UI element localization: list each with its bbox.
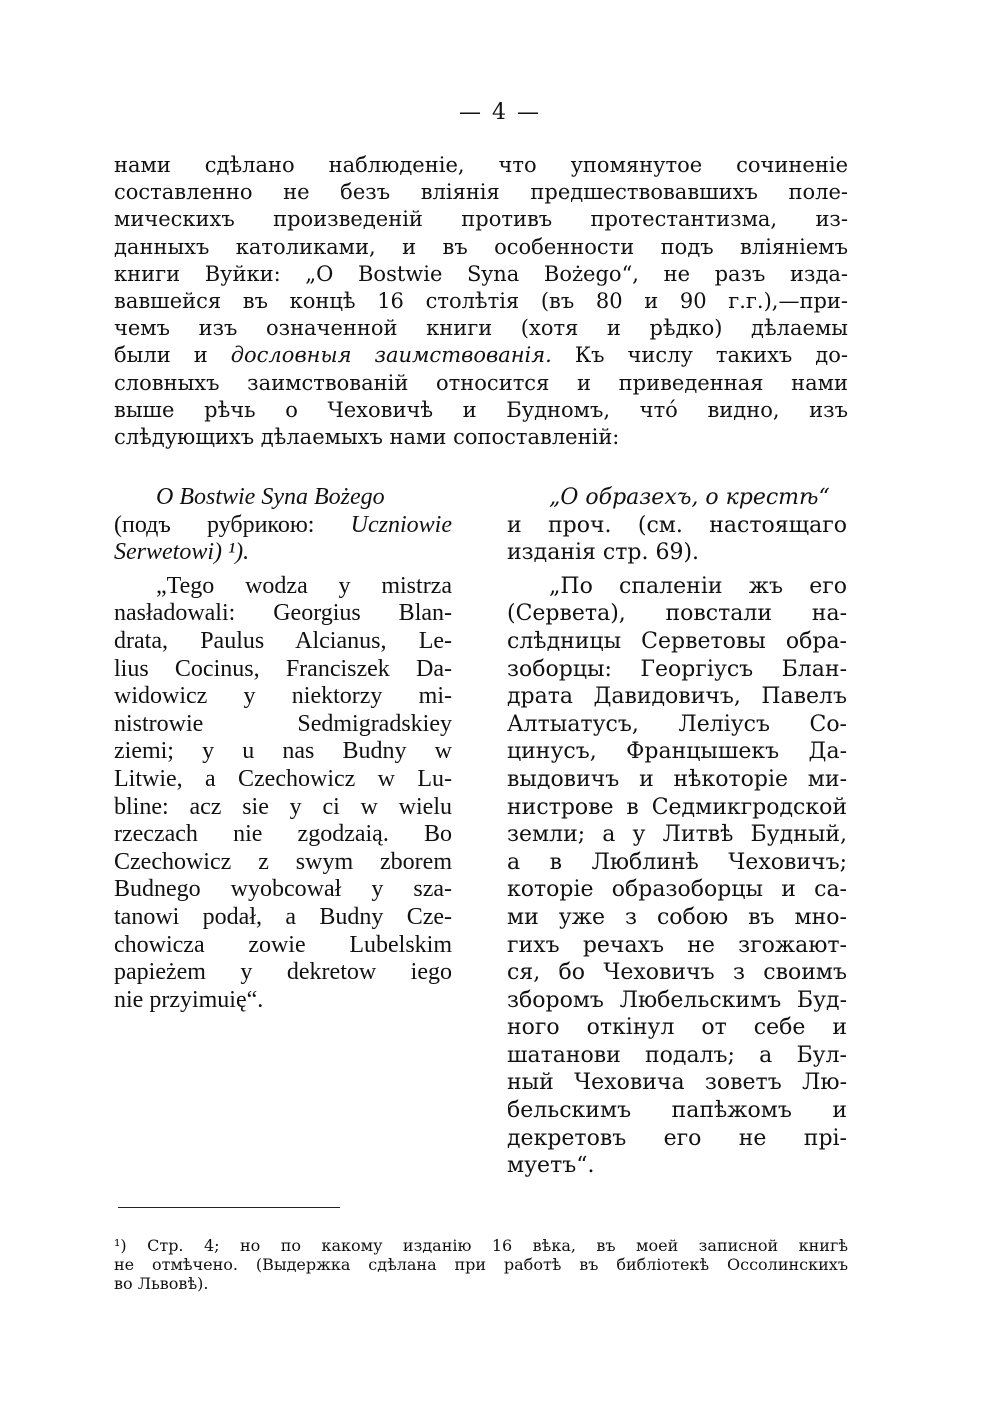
intro-line: слѣдующихъ дѣлаемыхъ нами сопоставленій:	[114, 425, 620, 450]
left-title	[114, 484, 452, 512]
intro-italic-phrase: дословныя заимствованія.	[230, 343, 552, 368]
left-line: tanowi podał, a Budny Cze-	[114, 903, 452, 930]
page-number: — 4 —	[459, 100, 541, 125]
intro-paragraph	[114, 152, 848, 451]
left-line: widowicz y niektorzy mi-	[114, 683, 452, 710]
intro-line: книги Вуйки: „O Bostwie Syna Bożego“, не разъ изда-	[114, 261, 848, 286]
intro-line: нами сдѣлано наблюденіе, что упомянутое сочиненіе	[114, 153, 848, 177]
right-line: зборомъ Любельскимъ Буд-	[507, 987, 847, 1013]
footnote-line: ¹) Стр. 4; но по какому изданію 16 вѣка, въ моей записной книгѣ	[114, 1236, 848, 1255]
left-line: bline: acz sie y ci w wielu	[114, 793, 452, 820]
right-line: выдовичъ и нѣкоторіе ми-	[507, 766, 847, 792]
right-line: декретовъ его не прі-	[507, 1125, 847, 1151]
right-ref-line: изданія стр. 69).	[507, 540, 700, 566]
intro-line	[114, 342, 848, 369]
right-line: Алтыатусъ, Леліусъ Со-	[507, 711, 847, 737]
right-line: а в Люблинѣ Чеховичъ;	[507, 849, 847, 875]
intro-line-rest: Къ числу такихъ до-	[551, 343, 848, 368]
left-line: nasładowali: Georgius Blan-	[114, 600, 452, 627]
right-line: нистрове в Седмикгродской	[507, 794, 847, 820]
left-line: Czechowicz z swym zborem	[114, 848, 452, 875]
footnote	[114, 1236, 848, 1293]
right-line: бельскимъ папѣжомъ и	[507, 1098, 847, 1124]
left-rubric-prefix: (подъ рубрикою:	[114, 511, 351, 538]
right-line: „По спаленіи жъ его	[549, 573, 847, 599]
footnote-line: не отмѣчено. (Выдержка сдѣлана при работѣ въ библіотекѣ Оссолинскихъ	[114, 1255, 848, 1274]
left-rubric-line2-text: Serwetowi) ¹).	[114, 539, 250, 566]
left-title-text: O Bostwie Syna Bożego	[156, 484, 385, 510]
left-line: Litwie, a Czechowicz w Lu-	[114, 765, 452, 792]
right-line: цинусъ, Францышекъ Да-	[507, 739, 847, 765]
right-line: муетъ“.	[507, 1153, 595, 1179]
intro-line: вавшейся въ концѣ 16 столѣтія (въ 80 и 90 г.г.),—при-	[114, 289, 848, 314]
left-line: nistrowie Sedmigradskiey	[114, 710, 452, 737]
right-column-russian	[507, 484, 847, 1180]
left-line: ziemi; y u nas Budny w	[114, 738, 452, 765]
intro-line: данныхъ католиками, и въ особенности подъ вліяніемъ	[114, 234, 848, 259]
right-line: ный Чеховича зоветъ Лю-	[507, 1070, 847, 1096]
right-line: ного откінул от себе и	[507, 1015, 847, 1041]
right-line: зоборцы: Георгіусъ Блан-	[507, 656, 847, 682]
left-rubric	[114, 512, 452, 540]
left-column-polish	[114, 484, 452, 1014]
left-rubric-line2	[114, 539, 452, 567]
intro-line: выше рѣчь о Чеховичѣ и Будномъ, что́ видно, изъ	[114, 397, 848, 422]
right-title	[507, 484, 847, 512]
right-line: драта Давидовичъ, Павелъ	[507, 684, 847, 710]
left-line: chowicza zowie Lubelskim	[114, 931, 452, 958]
right-title-text: „О образехъ, о крестѣ“	[549, 485, 830, 510]
left-rubric-italic: Uczniowie	[350, 511, 452, 538]
intro-line: словныхъ заимствованій относится и приведенная нами	[114, 370, 848, 395]
right-ref-line: и проч. (см. настоящаго	[507, 512, 847, 538]
right-line: слѣдницы Серветовы обра-	[507, 628, 847, 654]
left-line: Budnego wyobcował y sza-	[114, 876, 452, 903]
footnote-line: во Львовѣ).	[114, 1274, 209, 1293]
intro-line-start: были и	[114, 343, 231, 368]
left-line: rzeczach nie zgodzaią. Bo	[114, 821, 452, 848]
right-line: которіе образоборцы и са-	[507, 877, 847, 903]
intro-line: чемъ изъ означенной книги (хотя и рѣдко) дѣлаемы	[114, 316, 848, 341]
right-line: ми уже з собою въ мно-	[507, 904, 847, 930]
left-line: papieżem y dekretow iego	[114, 959, 452, 986]
left-line: drata, Paulus Alcianus, Le-	[114, 627, 452, 654]
left-line: „Tego wodza y mistrza	[156, 572, 452, 599]
footnote-divider	[118, 1207, 340, 1208]
intro-line: составленно не безъ вліянія предшествовавшихъ поле-	[114, 180, 848, 205]
right-line: ся, бо Чеховичъ з своимъ	[507, 960, 847, 986]
right-line: шатанови подалъ; а Бул-	[507, 1042, 847, 1068]
intro-line: мическихъ произведеній противъ протестантизма, из-	[114, 207, 848, 232]
left-line: lius Cocinus, Franciszek Da-	[114, 655, 452, 682]
left-line: nie przyimuię“.	[114, 986, 264, 1013]
right-line: гихъ речахъ не згожают-	[507, 932, 847, 958]
right-line: (Сервета), повстали на-	[507, 601, 847, 627]
right-line: земли; а у Литвѣ Будный,	[507, 822, 847, 848]
